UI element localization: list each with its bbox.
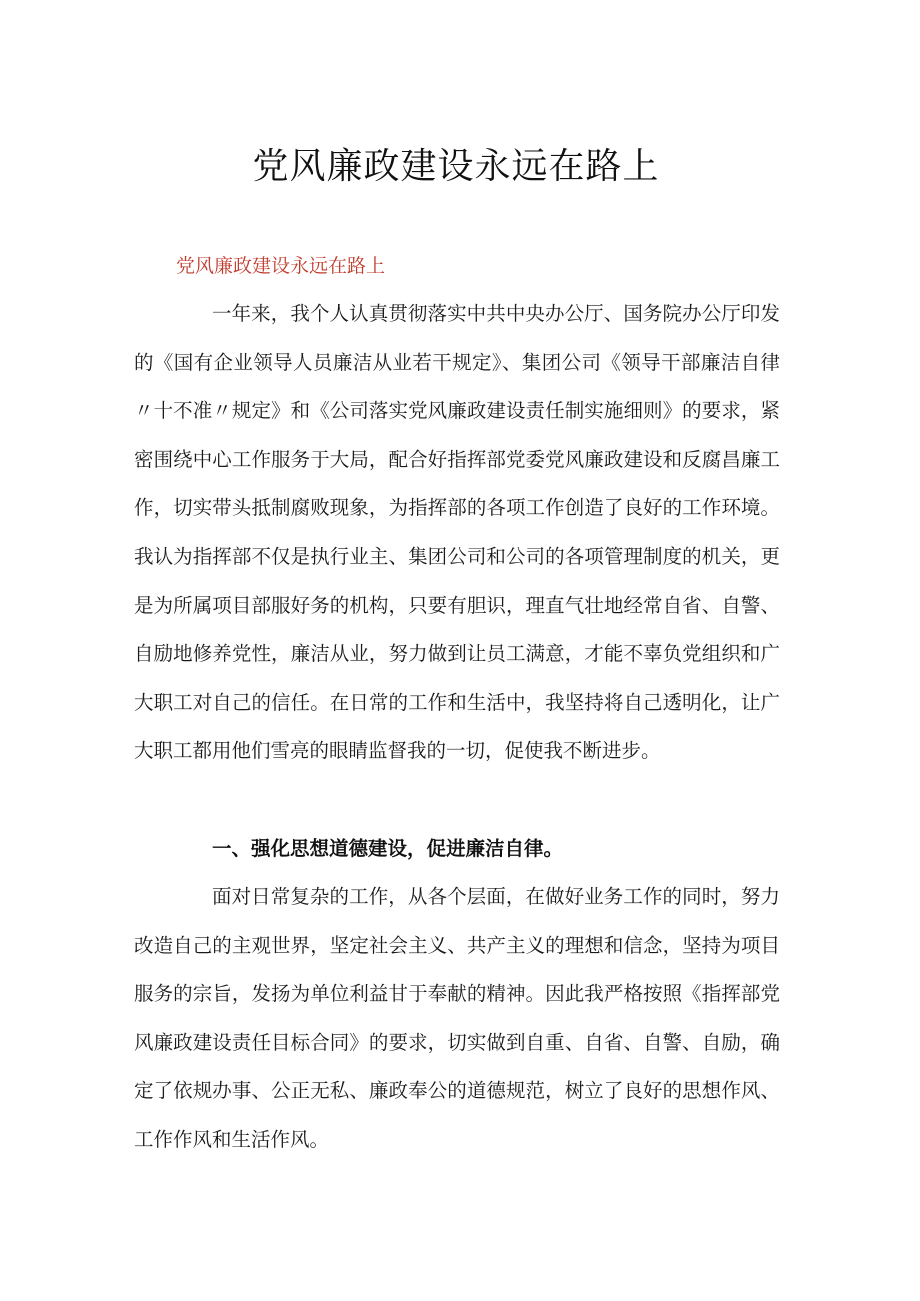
body-paragraph-section-1: 面对日常复杂的工作，从各个层面，在做好业务工作的同时，努力改造自己的主观世界，坚定社会主义、共产主义的理想和信念，坚持为项目服务的宗旨，发扬为单位利益甘于奉献的精神。因此我严格按照《指挥部党风廉政建设责任目标合同》的要求，切实做到自重、自省、自警、自励，确定了依规办事、公正无私、廉政奉公的道德规范，树立了良好的思想作风、工作作风和生活作风。 (134, 885, 780, 1151)
document-subtitle: 党风廉政建设永远在路上 (176, 255, 386, 277)
body-paragraph-intro: 一年来，我个人认真贯彻落实中共中央办公厅、国务院办公厅印发的《国有企业领导人员廉洁从业若干规定》、集团公司《领导干部廉洁自律〃十不准〃规定》和《公司落实党风廉政建设责任制实施细则》的要求，紧密围绕中心工作服务于大局，配合好指挥部党委党风廉政建设和反腐昌廉工作，切实带头抵制腐败现象，为指挥部的各项工作创造了良好的工作环境。我认为指挥部不仅是执行业主、集团公司和公司的各项管理制度的机关，更是为所属项目部服好务的机构，只要有胆识，理直气壮地经常自省、自警、自励地修养党性，廉洁从业，努力做到让员工满意，才能不辜负党组织和广大职工对自己的信任。在日常的工作和生活中，我坚持将自己透明化，让广大职工都用他们雪亮的眼睛监督我的一切，促使我不断进步。 (134, 302, 780, 763)
section-heading-1: 一、强化思想道德建设，促进廉洁自律。 (212, 837, 564, 860)
document-title: 党风廉政建设永远在路上 (252, 146, 660, 187)
